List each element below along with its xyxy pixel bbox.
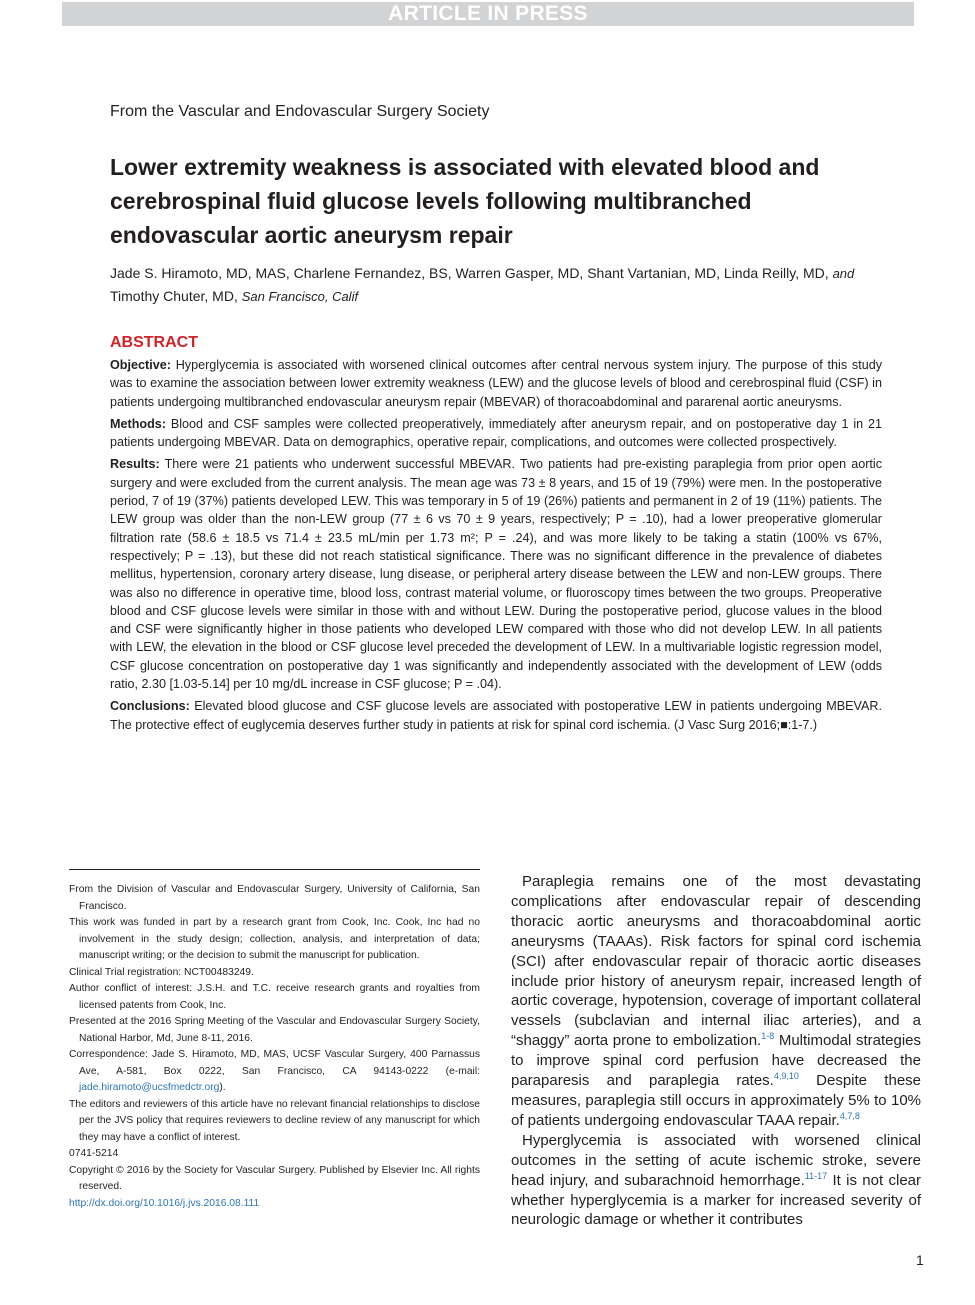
conclusions-label: Conclusions: <box>110 699 190 714</box>
body-text: Multimodal strategies to improve spinal cord perfusion have decreased the paraparesis and paraplegia rates. <box>511 1032 921 1090</box>
methods-text: Blood and CSF samples were collected preoperatively, immediately after aneurysm repair, and on postoperative day 1 in 21 patients undergoing MBEVAR. Data on demographics, operative repair, complications, and outcomes were collected prospectively. <box>110 416 883 450</box>
abstract-objective <box>110 356 882 411</box>
footnote-presented: Presented at the 2016 Spring Meeting of the Vascular and Endovascular Surgery Society, National Harbor, Md, June 8-11, 2016. <box>69 1016 480 1044</box>
ref-4-7-8[interactable]: 4,7,8 <box>839 1110 860 1121</box>
correspondence-text: Correspondence: Jade S. Hiramoto, MD, MAS, UCSF Vascular Surgery, 400 Parnassus Ave, A-581, Box 0222, San Francisco, CA 94143-0222 (e-mail: <box>69 1049 480 1077</box>
author-location: San Francisco, Calif <box>241 289 359 304</box>
footnote-editors: The editors and reviewers of this article have no relevant financial relationships to disclose per the JVS policy that requires reviewers to decline review of any manuscript for which they may have a conflict of interest. <box>69 1098 480 1143</box>
abstract-methods <box>110 415 882 452</box>
article-title: Lower extremity weakness is associated with elevated blood and cerebrospinal fluid glucose levels following multibranched endovascular aortic aneurysm repair <box>110 154 820 248</box>
correspondence-end: ). <box>219 1082 226 1093</box>
footnote-divider <box>69 869 480 870</box>
footnote-affiliation: From the Division of Vascular and Endovascular Surgery, University of California, San Francisco. <box>69 884 480 912</box>
author-and: and <box>832 266 855 281</box>
author-last: Timothy Chuter, MD, <box>110 288 238 304</box>
methods-label: Methods: <box>110 416 166 431</box>
abstract-heading: ABSTRACT <box>110 334 198 351</box>
page-number: 1 <box>916 1252 924 1268</box>
body-text-column <box>511 872 921 1230</box>
footnote-issn: 0741-5214 <box>69 1148 119 1159</box>
objective-text: Hyperglycemia is associated with worsened clinical outcomes after central nervous system injury. The purpose of this study was to examine the association between lower extremity weakness (LEW) and the glucose levels of blood and cerebrospinal fluid (CSF) in patients undergoing multibranched endovascular aneurysm repair (MBEVAR) of thoracoabdominal and pararenal aortic aneurysms. <box>110 358 883 409</box>
abstract-body <box>110 356 882 738</box>
email-link[interactable]: jade.hiramoto@ucsfmedctr.org <box>79 1082 220 1093</box>
objective-label: Objective: <box>110 358 171 372</box>
ref-1-8[interactable]: 1-8 <box>761 1031 775 1042</box>
abstract-conclusions <box>110 697 882 734</box>
article-in-press-banner: ARTICLE IN PRESS <box>62 2 914 26</box>
author-names: Jade S. Hiramoto, MD, MAS, Charlene Fernandez, BS, Warren Gasper, MD, Shant Vartanian, MD, Linda Reilly, MD, <box>110 265 829 281</box>
author-list <box>110 262 870 308</box>
ref-11-17[interactable]: 11-17 <box>804 1170 828 1181</box>
footnotes <box>69 882 480 1212</box>
body-text: It is not clear whether hyperglycemia is a marker for increased severity of neurologic damage or whether it contributes <box>511 1171 921 1229</box>
society-line: From the Vascular and Endovascular Surgery Society <box>110 103 490 120</box>
footnote-funding: This work was funded in part by a research grant from Cook, Inc. Cook, Inc had no involvement in the study design; collection, analysis, and interpretation of data; manuscript writing; or the decision to submit the manuscript for publication. <box>69 917 480 961</box>
ref-4-9-10[interactable]: 4,9,10 <box>773 1071 799 1082</box>
body-paragraph-1 <box>511 872 921 1131</box>
conclusions-text: Elevated blood glucose and CSF glucose levels are associated with postoperative LEW in patients undergoing MBEVAR. The protective effect of euglycemia deserves further study in patients at risk for spinal cord ischemia. (J Vasc Surg 2016;■:1-7.) <box>110 699 883 732</box>
body-text: Despite these measures, paraplegia still occurs in approximately 5% to 10% of patients undergoing endovascular TAAA repair. <box>511 1072 922 1129</box>
results-label: Results: <box>110 457 160 472</box>
body-paragraph-2 <box>511 1131 921 1231</box>
footnote-correspondence <box>69 1047 480 1097</box>
abstract-results <box>110 455 882 693</box>
body-text: Hyperglycemia is associated with worsened clinical outcomes in the setting of acute ischemic stroke, severe head injury, and subarachnoid hemorrhage. <box>511 1131 921 1189</box>
footnote-conflict: Author conflict of interest: J.S.H. and T.C. receive research grants and royalties from licensed patents from Cook, Inc. <box>69 983 480 1011</box>
doi-link[interactable]: http://dx.doi.org/10.1016/j.jvs.2016.08.111 <box>69 1197 260 1209</box>
body-text: Paraplegia remains one of the most devastating complications after endovascular repair of descending thoracic aortic aneurysms and thoracoabdominal aortic aneurysms (TAAAs). Risk factors for spinal cord ischemia (SCI) after endovascular repair of thoracic aortic diseases include prior history of aneurysm repair, increased length of aortic coverage, hypotension, coverage of important collateral vessels (subclavian and internal iliac arteries), and a “shaggy” aorta prone to embolization. <box>511 873 921 1050</box>
footnote-doi <box>69 1196 480 1213</box>
footnote-trial: Clinical Trial registration: NCT00483249. <box>69 966 254 978</box>
results-text: There were 21 patients who underwent successful MBEVAR. Two patients had pre-existing paraplegia from prior open aortic surgery and were excluded from the current analysis. The mean age was 73 ± 8 years, and 15 of 19 (79%) were men. In the postoperative period, 7 of 19 (37%) patients developed LEW. This was temporary in 5 of 19 (26%) patients and permanent in 2 of 19 (11%) patients. The LEW group was older than the non-LEW group (77 ± 6 vs 70 ± 9 years, respectively; P = .10), had a lower preoperative glomerular filtration rate (58.6 ± 18.5 vs 71.4 ± 23.5 mL/min per 1.73 m²; P = .24), and was more likely to be taking a statin (100% vs 67%, respectively; P = .13), but these did not reach statistical significance. There was no significant difference in the prevalence of diabetes mellitus, hypertension, coronary artery disease, lung disease, or peripheral artery disease between the LEW and non-LEW groups. There was also no difference in operative time, blood loss, contrast material volume, or fluoroscopy times between the two groups. Preoperative blood and CSF glucose levels were similar in those with and without LEW. During the postoperative period, glucose values in the blood and CSF were significantly higher in those patients who developed LEW compared with those who did not develop LEW. In all patients with LEW, the elevation in the blood or CSF glucose level preceded the development of LEW. In a multivariable logistic regression model, CSF glucose concentration on postoperative day 1 was significantly and independently associated with the development of LEW (odds ratio, 2.30 [1.03-5.14] per 10 mg/dL increase in CSF glucose; P = .04). <box>110 457 882 692</box>
footnote-copyright: Copyright © 2016 by the Society for Vascular Surgery. Published by Elsevier Inc. All rights reserved. <box>69 1164 480 1192</box>
